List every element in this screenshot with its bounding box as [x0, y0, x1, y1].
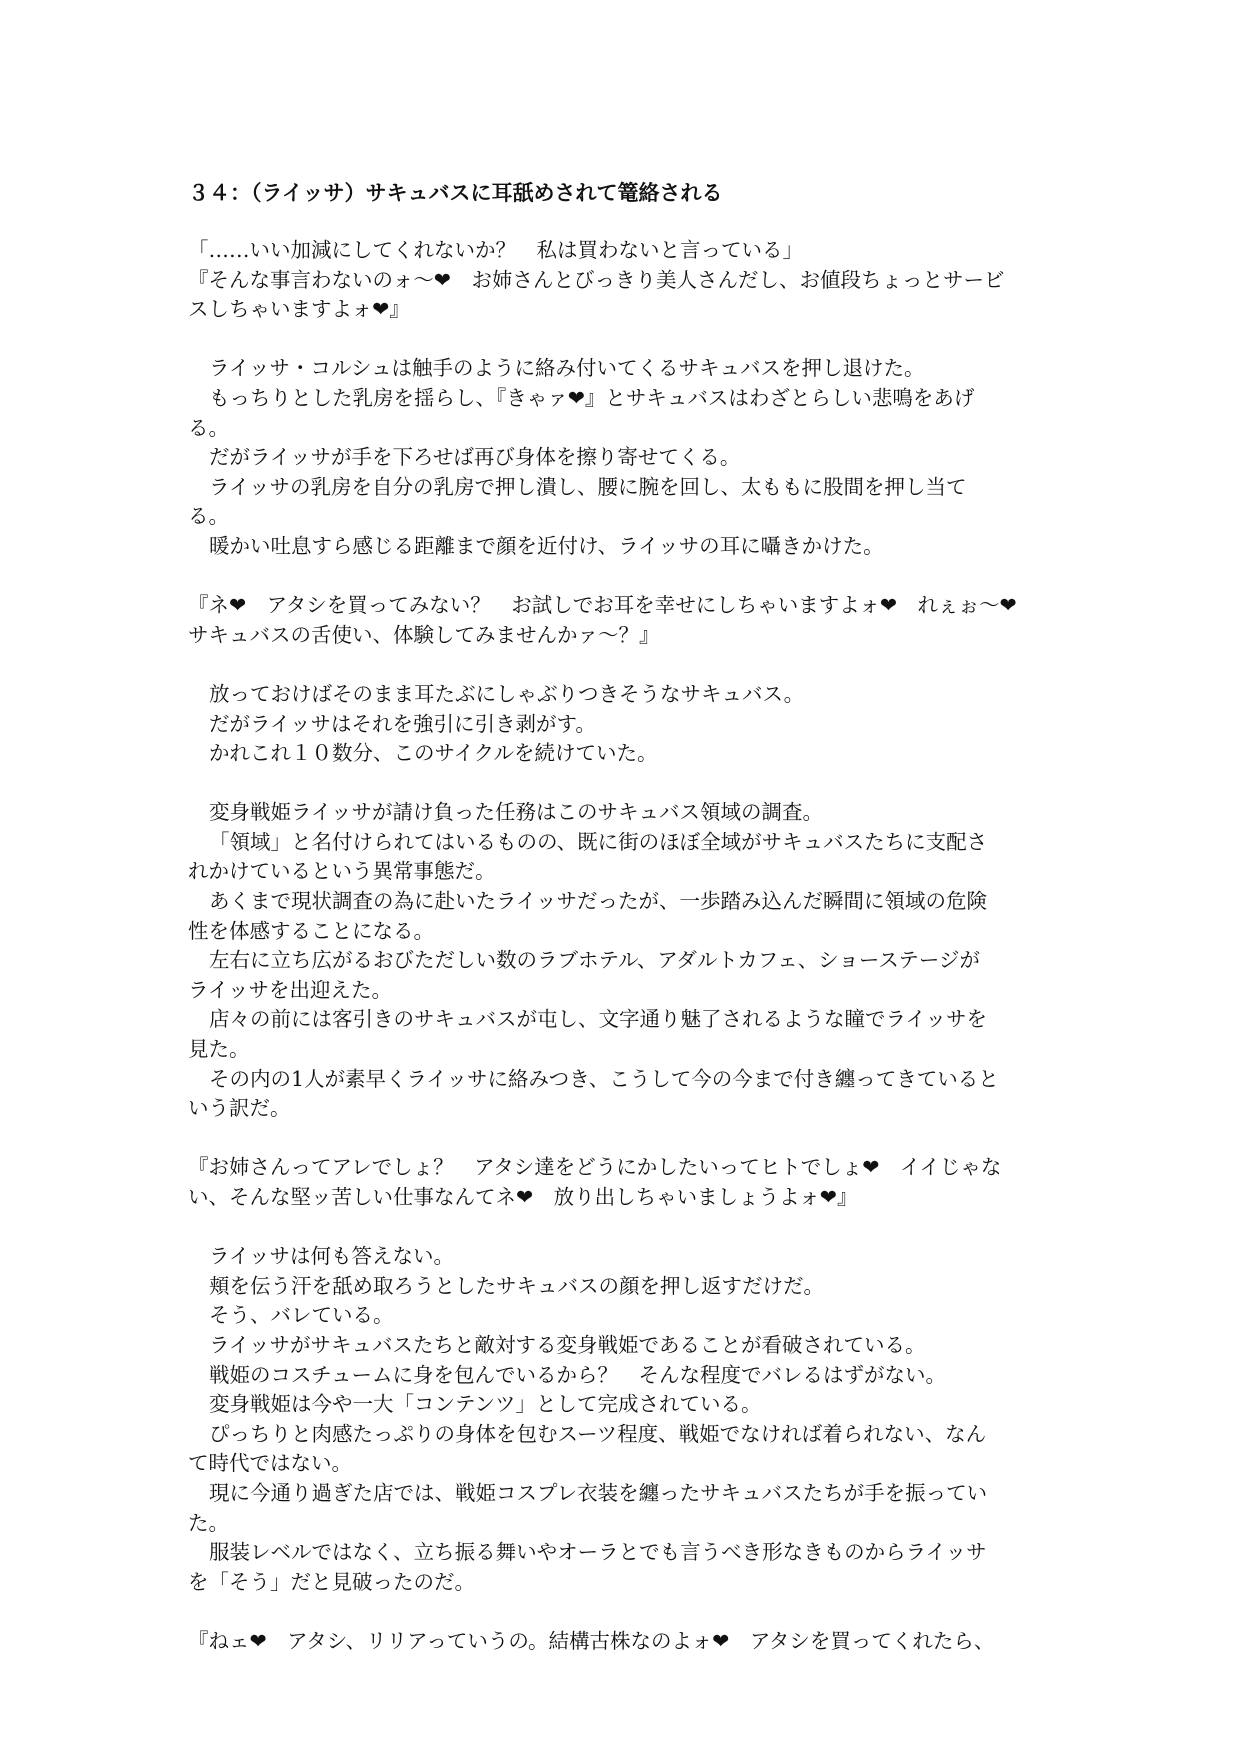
text-line: そう、バレている。	[209, 1303, 394, 1328]
text-line: もっちりとした乳房を揺らし、『きゃァ❤』とサキュバスはわざとらしい悲鳴をあげ	[209, 385, 975, 410]
text-line: 性を体感することになる。	[188, 918, 434, 943]
text-line: いう訳だ。	[188, 1096, 291, 1121]
text-line: ライッサは何も答えない。	[209, 1244, 454, 1269]
text-line: て時代ではない。	[188, 1451, 352, 1476]
text-line: る。	[188, 504, 229, 529]
text-line: ライッサ・コルシュは触手のように絡み付いてくるサキュバスを押し退けた。	[209, 356, 925, 381]
text-line: る。	[188, 415, 229, 440]
text-line: 『お姉さんってアレでしょ？ アタシ達をどうにかしたいってヒトでしょ❤ イイじゃな	[188, 1155, 1002, 1180]
text-line: い、そんな堅ッ苦しい仕事なんてネ❤ 放り出しちゃいましょうよォ❤』	[188, 1185, 858, 1209]
text-line: 現に今通り過ぎた店では、戦姫コスプレ衣装を纏ったサキュバスたちが手を振ってい	[209, 1480, 988, 1505]
text-line: 左右に立ち広がるおびただしい数のラブホテル、アダルトカフェ、ショーステージが	[209, 948, 981, 973]
text-line: 店々の前には客引きのサキュバスが屯し、文字通り魅了されるような瞳でライッサを	[209, 1007, 987, 1032]
text-line: れかけているという異常事態だ。	[188, 859, 496, 884]
text-line: 『ネ❤ アタシを買ってみない？ お試しでお耳を幸せにしちゃいますよォ❤ れぇぉ～❤	[188, 593, 1017, 618]
document-page	[188, 178, 1058, 1657]
text-line: あくまで現状調査の為に赴いたライッサだったが、一歩踏み込んだ瞬間に領域の危険	[209, 889, 987, 914]
blank-line	[188, 1213, 1058, 1243]
text-line: 「領域」と名付けられてはいるものの、既に街のほぼ全域がサキュバスたちに支配さ	[209, 829, 988, 854]
blank-line	[188, 769, 1058, 799]
chapter-title: ３４：（ライッサ）サキュバスに耳舐めされて篭絡される	[188, 181, 723, 205]
text-line: その内の1人が素早くライッサに絡みつき、こうして今の今まで付き纏ってきていると	[209, 1066, 999, 1091]
text-line: 暖かい吐息すら感じる距離まで顔を近付け、ライッサの耳に囁きかけた。	[209, 533, 884, 558]
text-line: た。	[188, 1510, 229, 1535]
blank-line	[188, 1597, 1058, 1627]
text-line: 見た。	[188, 1037, 250, 1062]
text-line: 『そんな事言わないのォ～❤ お姉さんとびっきり美人さんだし、お値段ちょっとサービ	[188, 267, 1005, 292]
text-line: 変身戦姫は今や一大「コンテンツ」として完成されている。	[209, 1392, 762, 1417]
text-line: 頬を伝う汗を舐め取ろうとしたサキュバスの顔を押し返すだけだ。	[209, 1273, 824, 1298]
document-body	[188, 236, 1058, 1657]
text-line: 戦姫のコスチュームに身を包んでいるから？ そんな程度でバレるはずがない。	[209, 1362, 946, 1387]
text-line: かれこれ１０数分、このサイクルを続けていた。	[209, 741, 658, 766]
text-line: を「そう」だと見破ったのだ。	[188, 1569, 475, 1594]
blank-line	[188, 562, 1058, 592]
text-line: 服装レベルではなく、立ち振る舞いやオーラとでも言うべき形なきものからライッサ	[209, 1540, 987, 1565]
text-line: ライッサを出迎えた。	[188, 977, 392, 1002]
text-line: 『ねェ❤ アタシ、リリアっていうの。結構古株なのよォ❤ アタシを買ってくれたら、	[188, 1628, 995, 1653]
text-line: サキュバスの舌使い、体験してみませんかァ～？』	[188, 622, 660, 647]
text-line: ライッサがサキュバスたちと敵対する変身戦姫であることが看破されている。	[209, 1332, 926, 1357]
blank-line	[188, 1124, 1058, 1154]
blank-line	[188, 325, 1058, 355]
blank-line	[188, 650, 1058, 680]
text-line: 変身戦姫ライッサが請け負った任務はこのサキュバス領域の調査。	[209, 800, 823, 825]
text-line: 放っておけばそのまま耳たぶにしゃぶりつきそうなサキュバス。	[209, 681, 805, 706]
text-line: スしちゃいますよォ❤』	[188, 297, 410, 322]
text-line: 「‥‥‥いい加減にしてくれないか？ 私は買わないと言っている」	[188, 238, 804, 262]
text-line: ライッサの乳房を自分の乳房で押し潰し、腰に腕を回し、太ももに股間を押し当て	[209, 474, 967, 499]
text-line: だがライッサが手を下ろせば再び身体を擦り寄せてくる。	[209, 445, 741, 470]
text-line: ぴっちりと肉感たっぷりの身体を包むスーツ程度、戦姫でなければ着られない、なん	[209, 1421, 987, 1446]
text-line: だがライッサはそれを強引に引き剥がす。	[209, 711, 596, 736]
